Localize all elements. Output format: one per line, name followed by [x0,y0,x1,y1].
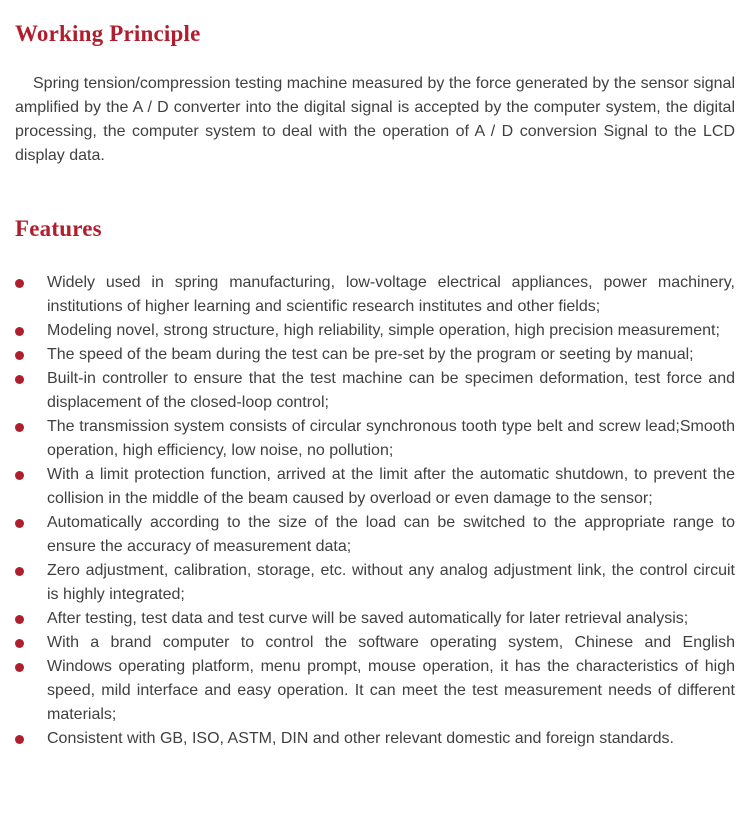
bullet-icon [15,279,24,288]
feature-item-text: Widely used in spring manufacturing, low-voltage electrical appliances, power machinery, institutions of higher learning and scientific research institutes and other fields; [47,274,735,315]
feature-item-text: Modeling novel, strong structure, high reliability, simple operation, high precision measurement; [47,322,720,339]
working-principle-heading: Working Principle [15,21,201,46]
feature-item-text: Zero adjustment, calibration, storage, etc. without any analog adjustment link, the control circuit is highly integrated; [47,562,735,603]
bullet-icon [15,327,24,336]
feature-item-text: Built-in controller to ensure that the test machine can be specimen deformation, test force and displacement of the closed-loop control; [47,370,735,411]
feature-item-text: The transmission system consists of circular synchronous tooth type belt and screw lead;Smooth operation, high efficiency, low noise, no pollution; [47,418,735,459]
feature-item [47,271,735,319]
feature-item [47,631,735,655]
features-list [15,271,735,751]
feature-item-text: After testing, test data and test curve will be saved automatically for later retrieval analysis; [47,610,689,627]
bullet-icon [15,615,24,624]
feature-item [47,367,735,415]
feature-item [47,655,735,727]
feature-item-text: The speed of the beam during the test can be pre-set by the program or seeting by manual; [47,346,694,363]
feature-item [47,727,735,751]
feature-item [47,511,735,559]
feature-item-text: With a brand computer to control the software operating system, Chinese and English [47,634,735,651]
bullet-icon [15,375,24,384]
feature-item-text: Consistent with GB, ISO, ASTM, DIN and other relevant domestic and foreign standards. [47,730,674,747]
feature-item [47,559,735,607]
feature-item [47,343,735,367]
bullet-icon [15,471,24,480]
bullet-icon [15,567,24,576]
feature-item-text: With a limit protection function, arrived at the limit after the automatic shutdown, to prevent the collision in the middle of the beam caused by overload or even damage to the sensor; [47,466,735,507]
bullet-icon [15,639,24,648]
bullet-icon [15,519,24,528]
page [0,22,750,829]
feature-item-text: Windows operating platform, menu prompt, mouse operation, it has the characteristics of high speed, mild interface and easy operation. It can meet the test measurement needs of different materials; [47,658,735,723]
bullet-icon [15,351,24,360]
feature-item [47,319,735,343]
bullet-icon [15,423,24,432]
feature-item [47,415,735,463]
feature-item [47,607,735,631]
bullet-icon [15,663,24,672]
feature-item [47,463,735,511]
bullet-icon [15,735,24,744]
working-principle-paragraph: Spring tension/compression testing machine measured by the force generated by the sensor signal amplified by the A / D converter into the digital signal is accepted by the computer system, the digital processing, the computer system to deal with the operation of A / D conversion Signal to the LCD display data. [15,75,735,164]
feature-item-text: Automatically according to the size of the load can be switched to the appropriate range to ensure the accuracy of measurement data; [47,514,735,555]
features-heading: Features [15,216,102,241]
